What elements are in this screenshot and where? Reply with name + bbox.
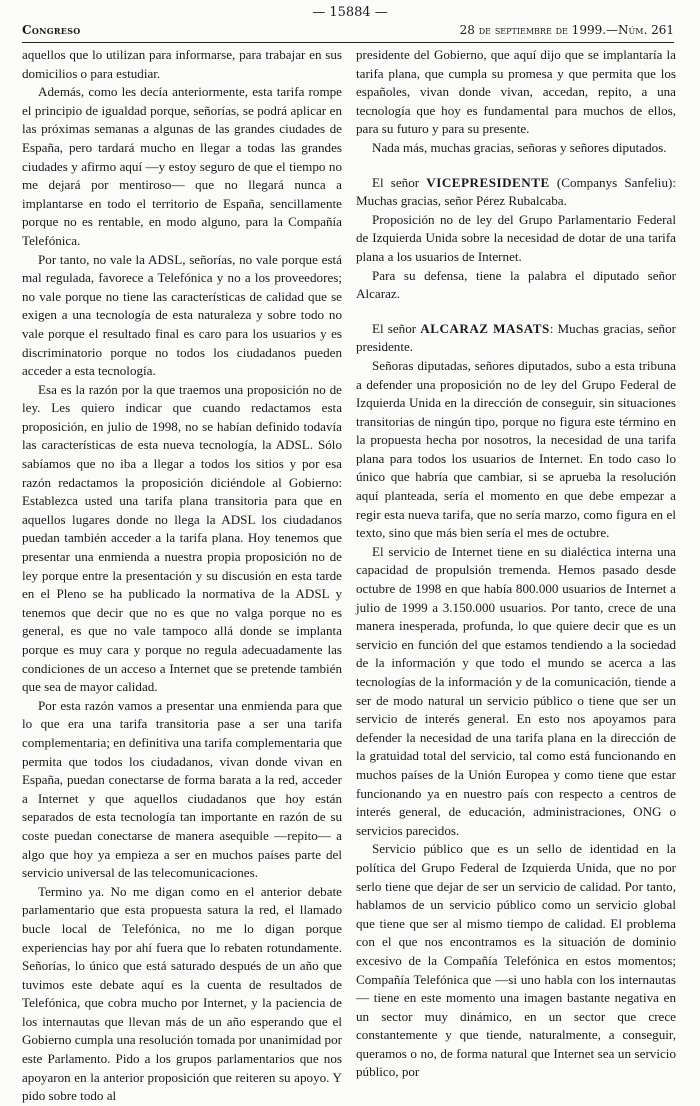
paragraph: Señoras diputadas, señores diputados, subo a esta tribuna a defender una proposición no de ley del Grupo Federal de Izquierda Unida en la dirección de conseguir, sin situaciones transitorias de ningún tipo, porque no figura este término en la propuesta hecha por nosotros, la necesidad de una tarifa plana para todos los usuarios de Internet. En todo caso lo único que habría que cambiar, si se aprueba la resolución aquí planteada, sería el momento en que debe empezar a regir esta nueva tarifa, que no sería marzo, como figura en el texto, sino que más bien sería el mes de octubre. [356,357,676,541]
speaker-name: ALCARAZ MASATS [420,320,550,336]
running-header [22,23,674,37]
paragraph: Termino ya. No me digan como en el anterior debate parlamentario que esta propuesta satura la red, el llamado bucle local de Telefónica, no me lo digan porque experiencias hay por ahí fuera que lo rebaten rotundamente. Señorías, lo único que está saturado después de un año que tuvimos este debate aquí es la cuenta de resultados de Telefónica, que cobra mucho por Internet, y la paciencia de los internautas que llevan más de un año esperando que el Gobierno cumpla una resolución tomada por unanimidad por este Parlamento. Pido a los grupos parlamentarios que nos apoyaron en la anterior proposición que reiteren su apoyo. Y pido sobre todo al [22,883,342,1104]
paragraph: Por tanto, no vale la ADSL, señorías, no vale porque está mal regulada, favorece a Telefónica y no a los proveedores; no vale porque no tiene las características de calidad que se exigen a una tecnología de esta naturaleza y sobre todo no vale porque el resultado final es caro para los usuarios y es discriminatorio porque no todos los ciudadanos pueden acceder a esta tecnología. [22,251,342,379]
paragraph: Nada más, muchas gracias, señoras y señores diputados. [372,139,667,155]
speaker-prefix: El señor [372,320,421,336]
right-column [356,46,676,1080]
paragraph: presidente del Gobierno, que aquí dijo que se implantaría la tarifa plana, que cumpla su promesa y que permita que los españoles, vivan donde vivan, accedan, repito, a una tecnología que hoy es fundamental para muchos de ellos, para su futuro y para su presente. [356,47,676,137]
paragraph: Por esta razón vamos a presentar una enmienda para que lo que era una tarifa transitoria pase a ser una tarifa complementaria; en definitiva una tarifa complementaria que permita que todos los ciudadanos, vivan donde vivan en España, puedan conectarse de forma barata a la red, acceder a Internet y que aquellos ciudadanos que hoy están separados de esta tecnología tan importante en razón de su coste puedan conectarse de manera asequible —repito— a algo que hoy ya empieza a ser en muchos países parte del servicio universal de las telecomunicaciones. [22,697,342,881]
header-rule [22,42,674,43]
paragraph-text: : Muchas gracias, señor presidente. [356,320,676,355]
left-column [22,46,342,1104]
date-issue: 28 de septiembre de 1999.—Núm. 261 [459,23,674,37]
paragraph: Además, como les decía anteriormente, esta tarifa rompe el principio de igualdad porque, señorías, se podrá aplicar en las próximas semanas a algunas de las grandes ciudades de España, pero tardará mucho en llegar a todas las grandes ciudades y afirmo aquí —y estoy seguro de que el tiempo no me dejará por mentiroso— que no llegará nunca a implantarse en todo el territorio de España, sencillamente porque no es rentable, en modo alguno, para la Compañía Telefónica. [22,84,342,248]
paragraph: Esa es la razón por la que traemos una proposición no de ley. Les quiero indicar que cuando redactamos esta proposición, en julio de 1998, no se habían definido todavía las características de esta nueva tecnología, la ADSL. Sólo sabíamos que no iba a llegar a todos los sitios y por esa razón redactamos la proposición diciéndole al Gobierno: Establezca usted una tarifa plana transitoria para que en aquellos lugares donde no llega la ADSL los ciudadanos puedan también acceder a la tarifa plana. Hoy tenemos que presentar una enmienda a nuestra propia proposición no de ley porque entre la presentación y su discusión en esta tarde en el Pleno se ha publicado la normativa de la ADSL y tenemos que decir que no es que no valga porque no es general, es que no vale tampoco allá donde se implanta porque es muy cara y porque no regula adecuadamente las condiciones de un acceso a Internet que se pretende también que sea de mayor calidad. [22,381,342,695]
paragraph: El servicio de Internet tiene en su dialéctica interna una capacidad de propulsión tremenda. Hemos pasado desde octubre de 1998 en que había 800.000 usuarios de Internet a julio de 1999 a 3.150.000 usuarios. Por tanto, crece de una manera inesperada, profunda, lo que quiere decir que es un servicio en función del que estamos tendiendo a la sociedad de la información y que todo el mundo se acerca a las tecnologías de la información y de la comunicación, tiende a ser de modo natural un servicio público o tiene que ser un servicio de interés general. En esto nos apoyamos para defender la necesidad de una tarifa plana en la dirección de la gratuidad total del servicio, tal como está funcionando en muchos países de la Unión Europea y como tiene que estar funcionando ya en nuestro país con respecto a centros de interés general, de educación, administraciones, ONG o servicios parecidos. [356,543,676,838]
paragraph: aquellos que lo utilizan para informarse, para trabajar en sus domicilios o para estudiar. [22,47,342,81]
paragraph [356,320,676,357]
speaker-name: VICEPRESIDENTE [426,174,550,190]
paragraph: Proposición no de ley del Grupo Parlamentario Federal de Izquierda Unida sobre la necesidad de dotar de una tarifa plana a los usuarios de Internet. [356,211,676,264]
publication-name: Congreso [22,23,81,37]
paragraph-text: (Companys Sanfeliu): Muchas gracias, señor Pérez Rubalcaba. [356,174,676,209]
paragraph [356,174,676,211]
speaker-prefix: El señor [372,174,427,190]
paragraph: Servicio público que es un sello de identidad en la política del Grupo Federal de Izquierda Unida, que no por serlo tiene que dejar de ser un servicio de calidad. Por tanto, hablamos de un servicio público como un servicio global que tiene que ser al mismo tiempo de calidad. El problema con el que nos encontramos es la situación de dominio excesivo de la Compañía Telefónica en estos momentos; Compañía Telefónica que —si uno habla con los internautas— tiene en este momento una imagen bastante negativa en un sector muy dinámico, en un sector que crece constantemente y que tiende, naturalmente, a conseguir, queramos o no, de forma natural que Internet sea un servicio público, por [356,841,676,1080]
page-number: — 15884 — [312,5,388,20]
paragraph: Para su defensa, tiene la palabra el diputado señor Alcaraz. [356,267,676,302]
